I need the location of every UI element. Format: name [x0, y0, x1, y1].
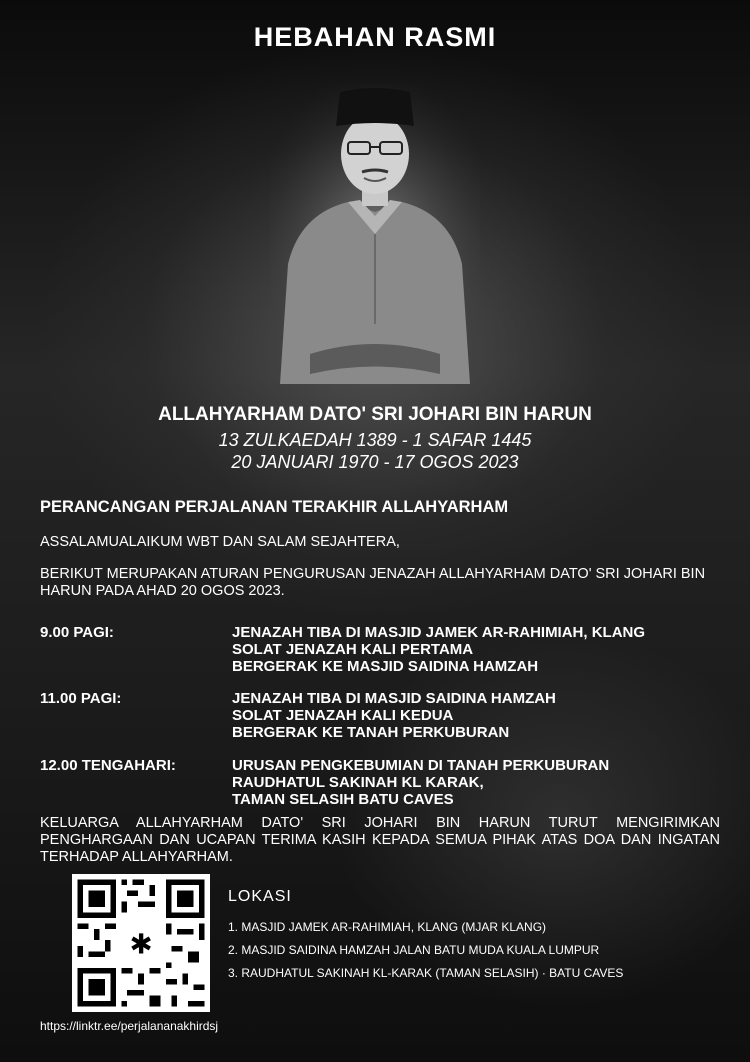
schedule-time: 9.00 PAGI:	[40, 624, 114, 641]
intro-text: BERIKUT MERUPAKAN ATURAN PENGURUSAN JENAZAH ALLAHYARHAM DATO' SRI JOHARI BIN HARUN PADA AHAD 20 OGOS 2023.	[40, 566, 706, 599]
deceased-name: ALLAHYARHAM DATO' SRI JOHARI BIN HARUN	[158, 404, 592, 425]
portrait-photo	[270, 84, 480, 384]
hijri-dates: 13 ZULKAEDAH 1389 - 1 SAFAR 1445	[218, 430, 532, 450]
schedule-line: JENAZAH TIBA DI MASJID JAMEK AR-RAHIMIAH, KLANG	[232, 624, 646, 641]
gregorian-dates: 20 JANUARI 1970 - 17 OGOS 2023	[231, 452, 519, 472]
schedule-line: BERGERAK KE TANAH PERKUBURAN	[232, 724, 510, 741]
greeting-text: ASSALAMUALAIKUM WBT DAN SALAM SEJAHTERA,	[40, 534, 400, 550]
schedule-line: URUSAN PENGKEBUMIAN DI TANAH PERKUBURAN	[232, 757, 610, 774]
schedule-time: 11.00 PAGI:	[40, 690, 122, 707]
schedule-line: JENAZAH TIBA DI MASJID SAIDINA HAMZAH	[232, 690, 556, 707]
poster-title: HEBAHAN RASMI	[253, 22, 497, 52]
schedule-line: BERGERAK KE MASJID SAIDINA HAMZAH	[232, 658, 539, 675]
schedule-line: SOLAT JENAZAH KALI KEDUA	[232, 707, 454, 724]
schedule-time: 12.00 TENGAHARI:	[40, 757, 176, 774]
location-item: 3. RAUDHATUL SAKINAH KL-KARAK (TAMAN SELASIH) · BATU CAVES	[228, 966, 624, 980]
schedule-details	[232, 624, 645, 675]
schedule-line: SOLAT JENAZAH KALI PERTAMA	[232, 641, 474, 658]
lokasi-title: LOKASI	[228, 888, 292, 905]
linktree-link[interactable]: https://linktr.ee/perjalananakhirdsj	[40, 1019, 219, 1033]
section-heading: PERANCANGAN PERJALANAN TERAKHIR ALLAHYARHAM	[40, 498, 509, 516]
location-item: 2. MASJID SAIDINA HAMZAH JALAN BATU MUDA KUALA LUMPUR	[228, 943, 600, 957]
schedule-details	[232, 690, 556, 741]
closing-text: KELUARGA ALLAHYARHAM DATO' SRI JOHARI BIN HARUN TURUT MENGIRIMKAN PENGHARGAAN DAN UCAPAN TERIMA KASIH KEPADA SEMUA PIHAK ATAS DOA DAN INGATAN TERHADAP ALLAHYARHAM.	[40, 815, 720, 865]
schedule-details	[232, 757, 609, 808]
location-item: 1. MASJID JAMEK AR-RAHIMIAH, KLANG (MJAR KLANG)	[228, 920, 547, 934]
schedule-line: TAMAN SELASIH BATU CAVES	[232, 791, 454, 808]
schedule-line: RAUDHATUL SAKINAH KL KARAK,	[232, 774, 484, 791]
svg-text:✱: ✱	[129, 927, 153, 961]
qr-code-icon[interactable]	[72, 874, 210, 1012]
